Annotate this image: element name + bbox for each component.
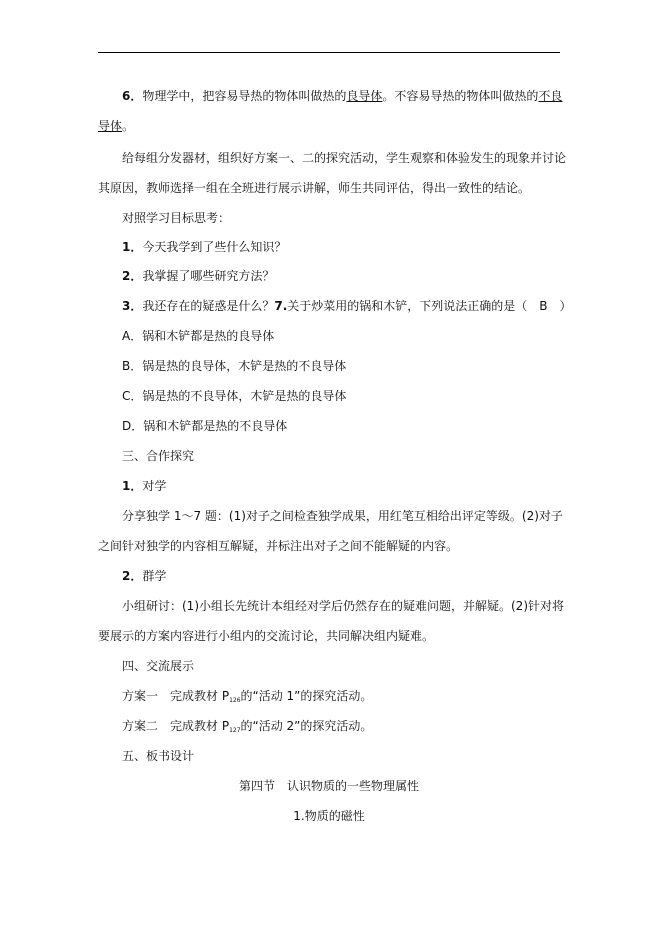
answer-blank: 不良	[538, 89, 563, 103]
paragraph-line: 要展示的方案内容进行小组内的交流讨论，共同解决组内疑难。	[98, 629, 435, 643]
header-rule	[98, 52, 560, 53]
option-d: D．锅和木铲都是热的不良导体	[122, 419, 288, 433]
section-heading: 三、合作探究	[122, 449, 195, 463]
board-title: 第四节 认识物质的一些物理属性	[238, 779, 419, 793]
section-heading: 四、交流展示	[122, 659, 195, 673]
list-item	[122, 239, 592, 255]
item-text: 今天我学到了些什么知识？	[142, 240, 287, 254]
item-text: 我还存在的疑惑是什么？	[142, 299, 275, 313]
section-heading: 五、板书设计	[122, 749, 195, 763]
reflect-title: 对照学习目标思考：	[122, 211, 231, 225]
text: 的“活动 1”的探究活动。	[240, 689, 373, 703]
answer-blank: 良导体	[346, 89, 383, 103]
question-number: 6．	[122, 89, 143, 103]
page-subscript: 126	[229, 697, 241, 704]
option-a: A．锅和木铲都是热的良导体	[122, 329, 275, 343]
question-6-line2	[98, 118, 568, 134]
subsection-heading	[122, 478, 592, 494]
item-number: 2．	[122, 269, 143, 283]
list-item	[122, 298, 592, 314]
item-text: 群学	[142, 569, 167, 583]
text: 物理学中，把容易导热的物体叫做热的	[142, 89, 347, 103]
paragraph-line: 其原因，教师选择一组在全班进行展示讲解，师生共同评估，得出一致性的结论。	[98, 181, 531, 195]
text: 的“活动 2”的探究活动。	[240, 719, 373, 733]
subsection-heading	[122, 568, 592, 584]
item-text: 对学	[142, 479, 167, 493]
item-number: 3．	[122, 299, 143, 313]
paragraph-line: 给每组分发器材，组织好方案一、二的探究活动，学生观察和体验发生的现象并讨论	[122, 151, 567, 165]
item-number: 1．	[122, 479, 143, 493]
answer-blank: 导体	[98, 119, 123, 133]
question-number: 7.	[274, 299, 288, 313]
text: 。不容易导热的物体叫做热的	[382, 89, 539, 103]
item-number: 2．	[122, 569, 143, 583]
question-text: 关于炒菜用的锅和木铲，下列说法正确的是（ B ）	[287, 299, 572, 313]
plan-2	[122, 718, 592, 739]
paragraph-line: 之间针对独学的内容相互解疑，并标注出对子之间不能解疑的内容。	[98, 539, 459, 553]
question-6-line1	[122, 88, 592, 104]
option-b: B．锅是热的良导体，木铲是热的不良导体	[122, 359, 347, 373]
item-number: 1．	[122, 240, 143, 254]
paragraph-line: 小组研讨：(1)小组长先统计本组经对学后仍然存在的疑难问题，并解疑。(2)针对将	[122, 599, 564, 613]
text: 。	[122, 119, 135, 133]
list-item	[122, 268, 592, 284]
text: 方案二 完成教材 P	[122, 719, 230, 733]
board-subtitle: 1.物质的磁性	[293, 809, 365, 823]
text: 方案一 完成教材 P	[122, 689, 230, 703]
option-c: C．锅是热的不良导体，木铲是热的良导体	[122, 389, 347, 403]
item-text: 我掌握了哪些研究方法？	[142, 269, 275, 283]
paragraph-line: 分享独学 1～7 题：(1)对子之间检查独学成果，用红笔互相给出评定等级。(2)对子	[122, 509, 563, 523]
page-subscript: 127	[229, 727, 241, 734]
plan-1	[122, 688, 592, 709]
